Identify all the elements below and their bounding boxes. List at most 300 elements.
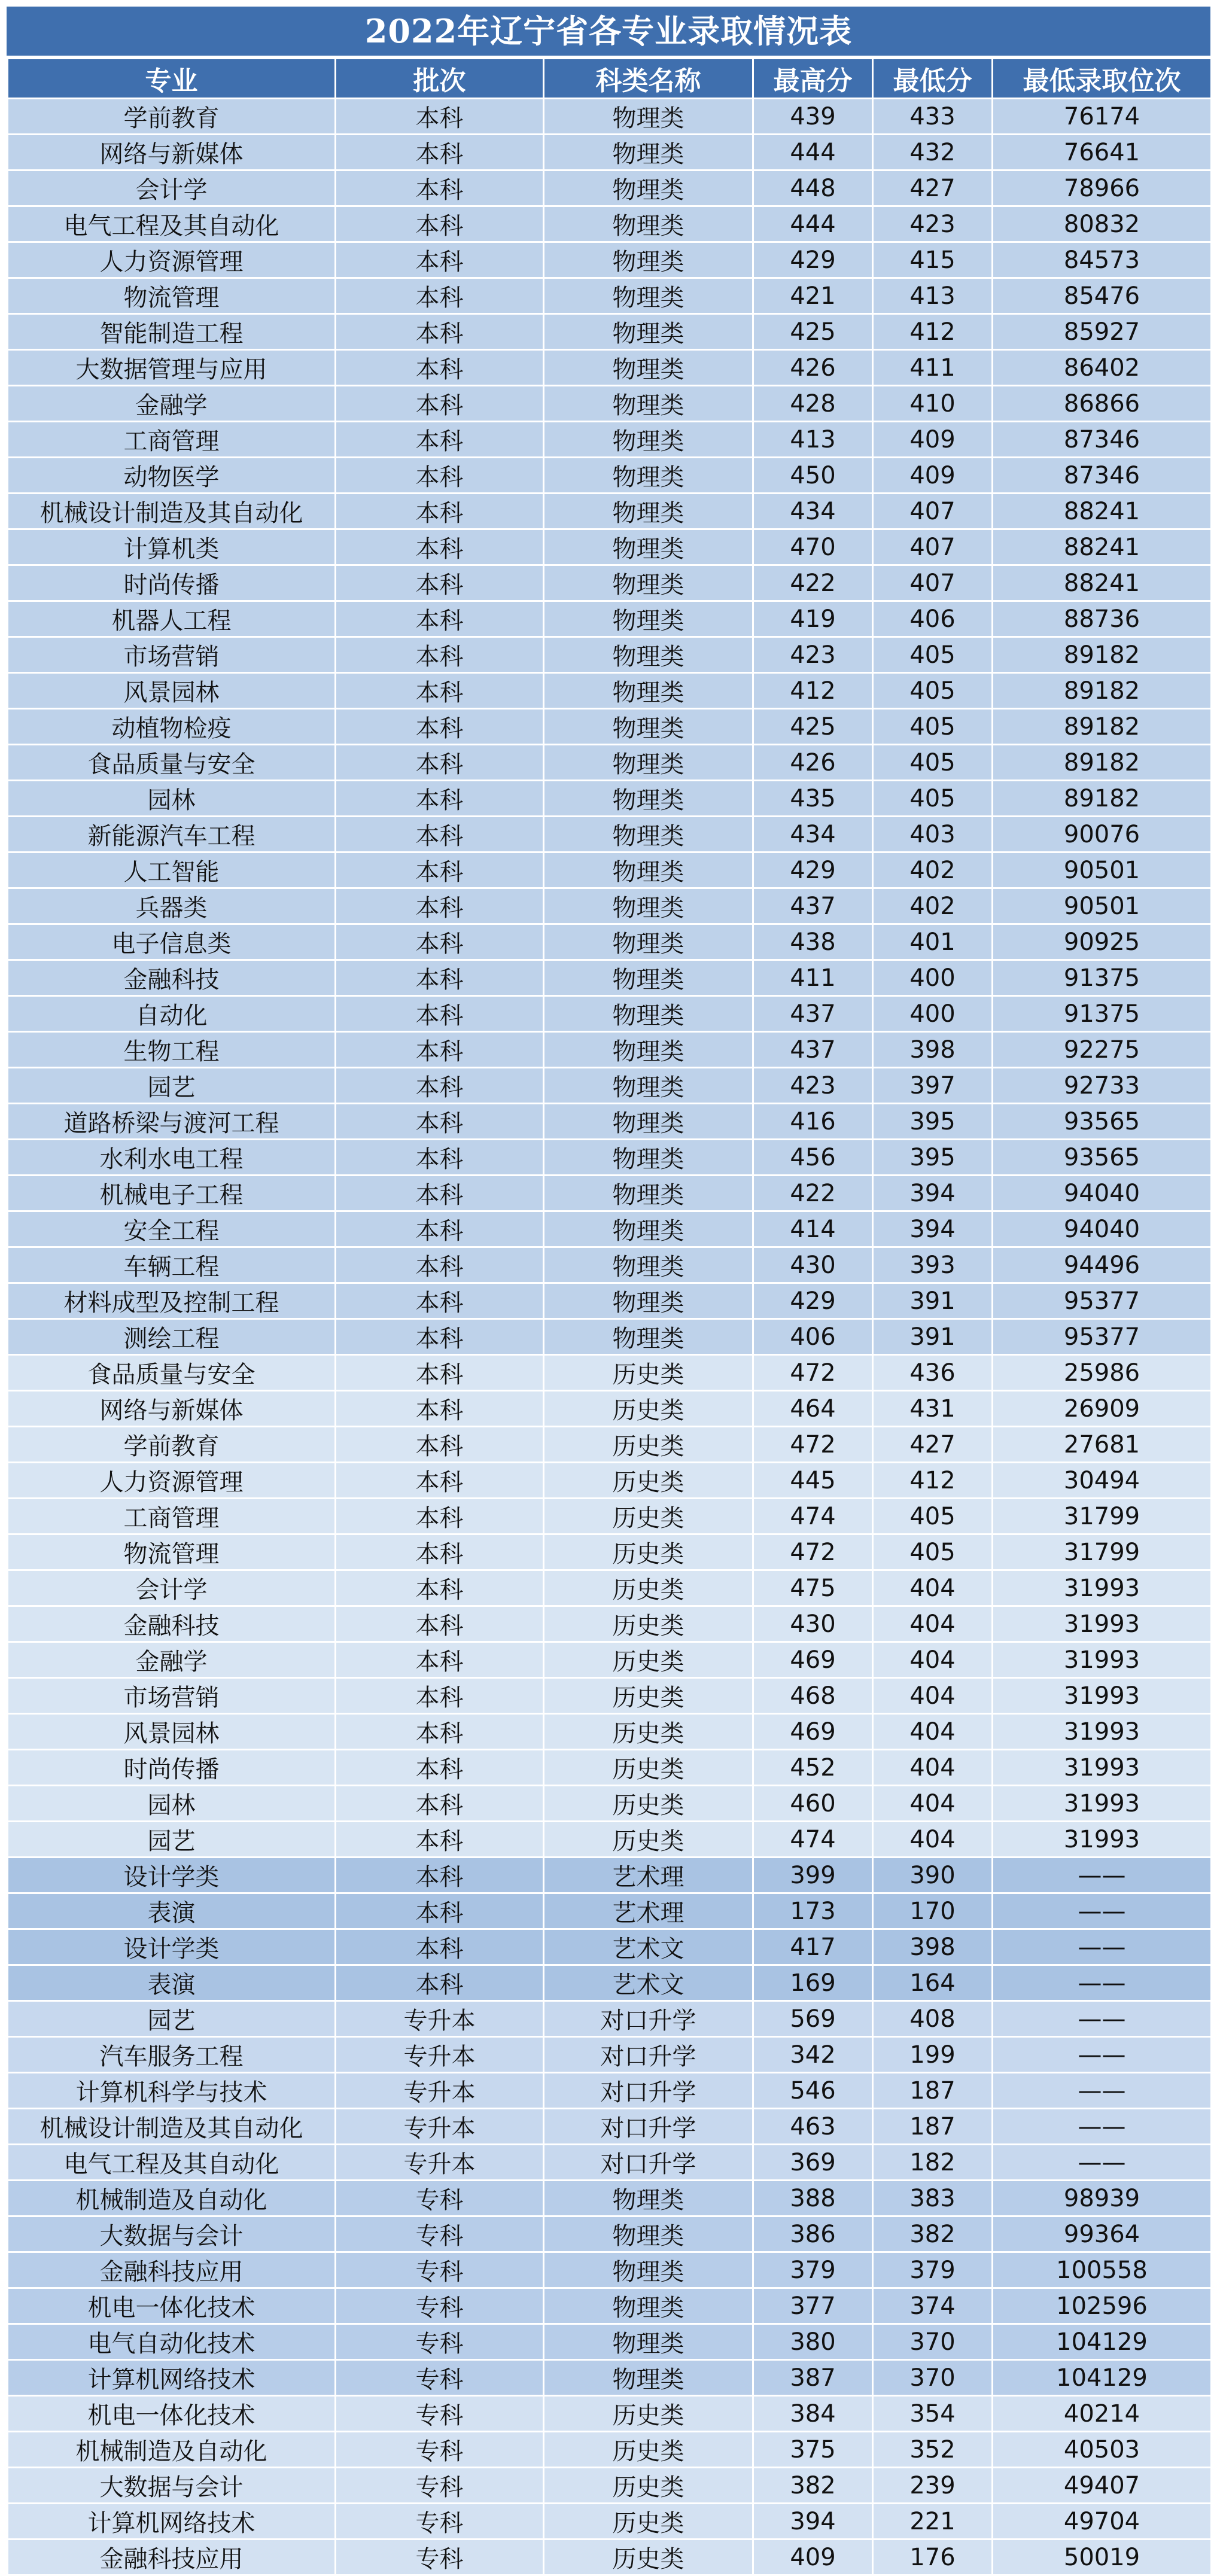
cell-batch: 本科 bbox=[336, 1714, 544, 1750]
table-row bbox=[8, 2252, 1212, 2288]
cell-batch: 本科 bbox=[336, 924, 544, 960]
cell-batch: 本科 bbox=[336, 206, 544, 242]
cell-major: 计算机科学与技术 bbox=[8, 2073, 336, 2109]
cell-max-score: 450 bbox=[753, 458, 873, 494]
cell-major: 机械制造及自动化 bbox=[8, 2432, 336, 2468]
cell-category: 物理类 bbox=[544, 170, 753, 206]
cell-min-rank: 26909 bbox=[993, 1391, 1212, 1427]
cell-category: 历史类 bbox=[544, 1355, 753, 1391]
cell-max-score: 569 bbox=[753, 2001, 873, 2037]
cell-major: 金融学 bbox=[8, 386, 336, 422]
cell-major: 工商管理 bbox=[8, 1499, 336, 1534]
cell-category: 物理类 bbox=[544, 2288, 753, 2324]
cell-min-score: 427 bbox=[873, 1427, 993, 1463]
cell-batch: 本科 bbox=[336, 601, 544, 637]
cell-max-score: 428 bbox=[753, 386, 873, 422]
table-row bbox=[8, 996, 1212, 1032]
cell-min-score: 432 bbox=[873, 135, 993, 170]
cell-batch: 本科 bbox=[336, 960, 544, 996]
cell-min-rank: 93565 bbox=[993, 1140, 1212, 1176]
cell-min-score: 374 bbox=[873, 2288, 993, 2324]
cell-major: 时尚传播 bbox=[8, 1750, 336, 1786]
cell-min-score: 398 bbox=[873, 1032, 993, 1068]
cell-major: 网络与新媒体 bbox=[8, 135, 336, 170]
header-row bbox=[8, 59, 1212, 99]
table-row bbox=[8, 2396, 1212, 2432]
cell-min-rank: 40214 bbox=[993, 2396, 1212, 2432]
cell-major: 人力资源管理 bbox=[8, 242, 336, 278]
cell-min-score: 407 bbox=[873, 529, 993, 565]
cell-batch: 本科 bbox=[336, 1606, 544, 1642]
table-row bbox=[8, 1463, 1212, 1499]
cell-min-rank: 92275 bbox=[993, 1032, 1212, 1068]
cell-max-score: 444 bbox=[753, 135, 873, 170]
cell-min-score: 400 bbox=[873, 996, 993, 1032]
cell-batch: 本科 bbox=[336, 170, 544, 206]
cell-major: 金融学 bbox=[8, 1642, 336, 1678]
cell-min-score: 404 bbox=[873, 1606, 993, 1642]
cell-max-score: 475 bbox=[753, 1570, 873, 1606]
cell-batch: 本科 bbox=[336, 637, 544, 673]
cell-min-rank: 30494 bbox=[993, 1463, 1212, 1499]
cell-max-score: 472 bbox=[753, 1534, 873, 1570]
cell-max-score: 412 bbox=[753, 673, 873, 709]
cell-max-score: 422 bbox=[753, 1176, 873, 1211]
cell-batch: 专升本 bbox=[336, 2109, 544, 2145]
cell-max-score: 463 bbox=[753, 2109, 873, 2145]
table-row bbox=[8, 781, 1212, 817]
header-major: 专业 bbox=[8, 59, 336, 99]
cell-batch: 专科 bbox=[336, 2504, 544, 2540]
cell-major: 电气自动化技术 bbox=[8, 2324, 336, 2360]
cell-min-rank: 40503 bbox=[993, 2432, 1212, 2468]
cell-batch: 本科 bbox=[336, 1140, 544, 1176]
cell-min-rank: 86866 bbox=[993, 386, 1212, 422]
cell-category: 物理类 bbox=[544, 350, 753, 386]
cell-min-rank: 31993 bbox=[993, 1786, 1212, 1822]
cell-major: 水利水电工程 bbox=[8, 1140, 336, 1176]
table-row bbox=[8, 458, 1212, 494]
cell-min-score: 199 bbox=[873, 2037, 993, 2073]
cell-max-score: 444 bbox=[753, 206, 873, 242]
table-row bbox=[8, 278, 1212, 314]
cell-min-rank: 88736 bbox=[993, 601, 1212, 637]
cell-batch: 本科 bbox=[336, 1355, 544, 1391]
cell-min-rank: 104129 bbox=[993, 2360, 1212, 2396]
cell-batch: 专科 bbox=[336, 2468, 544, 2504]
cell-max-score: 472 bbox=[753, 1427, 873, 1463]
cell-category: 物理类 bbox=[544, 781, 753, 817]
cell-min-score: 395 bbox=[873, 1140, 993, 1176]
cell-batch: 专科 bbox=[336, 2324, 544, 2360]
cell-min-rank: 31993 bbox=[993, 1606, 1212, 1642]
cell-batch: 本科 bbox=[336, 1211, 544, 1247]
cell-batch: 专升本 bbox=[336, 2145, 544, 2181]
cell-major: 车辆工程 bbox=[8, 1247, 336, 1283]
table-row bbox=[8, 314, 1212, 350]
table-row bbox=[8, 2181, 1212, 2216]
cell-major: 食品质量与安全 bbox=[8, 745, 336, 781]
cell-min-rank: 89182 bbox=[993, 745, 1212, 781]
cell-category: 物理类 bbox=[544, 1211, 753, 1247]
cell-min-score: 404 bbox=[873, 1786, 993, 1822]
cell-major: 学前教育 bbox=[8, 1427, 336, 1463]
cell-min-rank: 31993 bbox=[993, 1750, 1212, 1786]
cell-category: 对口升学 bbox=[544, 2037, 753, 2073]
cell-major: 学前教育 bbox=[8, 99, 336, 135]
cell-major: 市场营销 bbox=[8, 1678, 336, 1714]
cell-min-score: 415 bbox=[873, 242, 993, 278]
cell-category: 历史类 bbox=[544, 2432, 753, 2468]
cell-major: 道路桥梁与渡河工程 bbox=[8, 1104, 336, 1140]
cell-major: 材料成型及控制工程 bbox=[8, 1283, 336, 1319]
cell-major: 动物医学 bbox=[8, 458, 336, 494]
cell-batch: 本科 bbox=[336, 1463, 544, 1499]
cell-major: 园林 bbox=[8, 1786, 336, 1822]
cell-major: 机械设计制造及其自动化 bbox=[8, 2109, 336, 2145]
cell-max-score: 386 bbox=[753, 2216, 873, 2252]
cell-min-rank: 104129 bbox=[993, 2324, 1212, 2360]
cell-major: 风景园林 bbox=[8, 673, 336, 709]
cell-max-score: 429 bbox=[753, 852, 873, 888]
cell-category: 物理类 bbox=[544, 565, 753, 601]
cell-category: 历史类 bbox=[544, 1391, 753, 1427]
cell-batch: 本科 bbox=[336, 278, 544, 314]
cell-min-score: 405 bbox=[873, 1499, 993, 1534]
cell-batch: 专升本 bbox=[336, 2001, 544, 2037]
cell-batch: 本科 bbox=[336, 1391, 544, 1427]
cell-max-score: 430 bbox=[753, 1247, 873, 1283]
cell-min-score: 405 bbox=[873, 1534, 993, 1570]
cell-category: 艺术文 bbox=[544, 1965, 753, 2001]
cell-min-score: 433 bbox=[873, 99, 993, 135]
table-row bbox=[8, 960, 1212, 996]
table-row bbox=[8, 2073, 1212, 2109]
cell-major: 设计学类 bbox=[8, 1929, 336, 1965]
cell-batch: 本科 bbox=[336, 350, 544, 386]
table-row bbox=[8, 2216, 1212, 2252]
cell-min-rank: —— bbox=[993, 2037, 1212, 2073]
cell-min-score: 404 bbox=[873, 1750, 993, 1786]
table-row bbox=[8, 1929, 1212, 1965]
cell-batch: 本科 bbox=[336, 1678, 544, 1714]
cell-min-rank: 84573 bbox=[993, 242, 1212, 278]
cell-min-rank: —— bbox=[993, 2001, 1212, 2037]
cell-min-rank: 90501 bbox=[993, 888, 1212, 924]
cell-max-score: 429 bbox=[753, 1283, 873, 1319]
cell-min-score: 397 bbox=[873, 1068, 993, 1104]
cell-min-rank: 50019 bbox=[993, 2540, 1212, 2575]
cell-category: 物理类 bbox=[544, 709, 753, 745]
cell-min-rank: —— bbox=[993, 1929, 1212, 1965]
cell-min-rank: 90925 bbox=[993, 924, 1212, 960]
table-row bbox=[8, 1534, 1212, 1570]
table-row bbox=[8, 1104, 1212, 1140]
cell-batch: 本科 bbox=[336, 781, 544, 817]
cell-min-score: 394 bbox=[873, 1176, 993, 1211]
table-row bbox=[8, 2504, 1212, 2540]
cell-category: 历史类 bbox=[544, 2540, 753, 2575]
cell-min-score: 382 bbox=[873, 2216, 993, 2252]
table-row bbox=[8, 1283, 1212, 1319]
cell-min-score: 409 bbox=[873, 422, 993, 458]
cell-max-score: 409 bbox=[753, 2540, 873, 2575]
cell-category: 物理类 bbox=[544, 1140, 753, 1176]
table-row bbox=[8, 1606, 1212, 1642]
cell-category: 物理类 bbox=[544, 99, 753, 135]
cell-min-score: 436 bbox=[873, 1355, 993, 1391]
cell-batch: 本科 bbox=[336, 1570, 544, 1606]
cell-min-score: 239 bbox=[873, 2468, 993, 2504]
table-row bbox=[8, 924, 1212, 960]
cell-max-score: 434 bbox=[753, 817, 873, 852]
cell-major: 人力资源管理 bbox=[8, 1463, 336, 1499]
cell-category: 历史类 bbox=[544, 1534, 753, 1570]
cell-max-score: 399 bbox=[753, 1858, 873, 1893]
cell-category: 历史类 bbox=[544, 2504, 753, 2540]
cell-min-rank: —— bbox=[993, 2073, 1212, 2109]
cell-max-score: 470 bbox=[753, 529, 873, 565]
cell-min-rank: 99364 bbox=[993, 2216, 1212, 2252]
cell-category: 物理类 bbox=[544, 386, 753, 422]
cell-batch: 本科 bbox=[336, 529, 544, 565]
cell-min-score: 405 bbox=[873, 637, 993, 673]
cell-min-score: 352 bbox=[873, 2432, 993, 2468]
cell-min-score: 170 bbox=[873, 1893, 993, 1929]
table-body bbox=[8, 99, 1212, 2575]
cell-min-score: 383 bbox=[873, 2181, 993, 2216]
cell-category: 物理类 bbox=[544, 2252, 753, 2288]
cell-category: 物理类 bbox=[544, 2181, 753, 2216]
table-row bbox=[8, 2001, 1212, 2037]
cell-min-rank: 102596 bbox=[993, 2288, 1212, 2324]
cell-min-rank: 90501 bbox=[993, 852, 1212, 888]
cell-batch: 本科 bbox=[336, 1283, 544, 1319]
cell-batch: 本科 bbox=[336, 314, 544, 350]
cell-max-score: 437 bbox=[753, 888, 873, 924]
cell-major: 机电一体化技术 bbox=[8, 2396, 336, 2432]
cell-category: 历史类 bbox=[544, 1678, 753, 1714]
cell-min-score: 391 bbox=[873, 1283, 993, 1319]
cell-min-score: 412 bbox=[873, 1463, 993, 1499]
cell-min-score: 412 bbox=[873, 314, 993, 350]
cell-category: 对口升学 bbox=[544, 2001, 753, 2037]
header-category: 科类名称 bbox=[544, 59, 753, 99]
cell-min-score: 176 bbox=[873, 2540, 993, 2575]
cell-batch: 本科 bbox=[336, 1750, 544, 1786]
cell-min-rank: 86402 bbox=[993, 350, 1212, 386]
cell-max-score: 379 bbox=[753, 2252, 873, 2288]
cell-min-rank: —— bbox=[993, 2145, 1212, 2181]
cell-min-rank: 93565 bbox=[993, 1104, 1212, 1140]
cell-major: 时尚传播 bbox=[8, 565, 336, 601]
table-row bbox=[8, 2109, 1212, 2145]
cell-min-rank: 76174 bbox=[993, 99, 1212, 135]
table-row bbox=[8, 1858, 1212, 1893]
cell-category: 物理类 bbox=[544, 206, 753, 242]
cell-batch: 本科 bbox=[336, 1176, 544, 1211]
cell-min-rank: 31993 bbox=[993, 1678, 1212, 1714]
cell-major: 新能源汽车工程 bbox=[8, 817, 336, 852]
header-min-score: 最低分 bbox=[873, 59, 993, 99]
admission-table-document bbox=[7, 7, 1210, 2576]
cell-min-rank: 88241 bbox=[993, 565, 1212, 601]
cell-major: 表演 bbox=[8, 1893, 336, 1929]
cell-max-score: 416 bbox=[753, 1104, 873, 1140]
cell-max-score: 435 bbox=[753, 781, 873, 817]
cell-major: 金融科技 bbox=[8, 1606, 336, 1642]
cell-major: 会计学 bbox=[8, 1570, 336, 1606]
cell-category: 物理类 bbox=[544, 924, 753, 960]
cell-category: 物理类 bbox=[544, 242, 753, 278]
cell-max-score: 423 bbox=[753, 1068, 873, 1104]
cell-min-rank: 49407 bbox=[993, 2468, 1212, 2504]
cell-batch: 专科 bbox=[336, 2432, 544, 2468]
cell-min-rank: 89182 bbox=[993, 709, 1212, 745]
cell-min-score: 405 bbox=[873, 745, 993, 781]
cell-max-score: 417 bbox=[753, 1929, 873, 1965]
cell-major: 计算机网络技术 bbox=[8, 2360, 336, 2396]
table-row bbox=[8, 1570, 1212, 1606]
cell-category: 物理类 bbox=[544, 1247, 753, 1283]
cell-max-score: 377 bbox=[753, 2288, 873, 2324]
table-row bbox=[8, 1786, 1212, 1822]
cell-major: 计算机类 bbox=[8, 529, 336, 565]
cell-major: 大数据与会计 bbox=[8, 2468, 336, 2504]
table-row bbox=[8, 1247, 1212, 1283]
cell-min-score: 409 bbox=[873, 458, 993, 494]
cell-min-score: 182 bbox=[873, 2145, 993, 2181]
table-row bbox=[8, 1714, 1212, 1750]
cell-min-score: 221 bbox=[873, 2504, 993, 2540]
cell-category: 物理类 bbox=[544, 2360, 753, 2396]
cell-max-score: 375 bbox=[753, 2432, 873, 2468]
cell-major: 金融科技应用 bbox=[8, 2540, 336, 2575]
cell-max-score: 464 bbox=[753, 1391, 873, 1427]
cell-category: 对口升学 bbox=[544, 2145, 753, 2181]
cell-min-rank: 89182 bbox=[993, 781, 1212, 817]
cell-batch: 本科 bbox=[336, 1822, 544, 1858]
table-row bbox=[8, 206, 1212, 242]
header-max-score: 最高分 bbox=[753, 59, 873, 99]
cell-min-rank: 85476 bbox=[993, 278, 1212, 314]
cell-batch: 本科 bbox=[336, 1893, 544, 1929]
cell-max-score: 419 bbox=[753, 601, 873, 637]
cell-max-score: 474 bbox=[753, 1822, 873, 1858]
cell-min-score: 187 bbox=[873, 2109, 993, 2145]
table-row bbox=[8, 2288, 1212, 2324]
cell-category: 历史类 bbox=[544, 1427, 753, 1463]
cell-major: 机器人工程 bbox=[8, 601, 336, 637]
cell-batch: 本科 bbox=[336, 1068, 544, 1104]
table-row bbox=[8, 852, 1212, 888]
cell-max-score: 469 bbox=[753, 1714, 873, 1750]
cell-category: 物理类 bbox=[544, 314, 753, 350]
cell-category: 物理类 bbox=[544, 888, 753, 924]
cell-batch: 本科 bbox=[336, 422, 544, 458]
cell-min-rank: 85927 bbox=[993, 314, 1212, 350]
cell-category: 历史类 bbox=[544, 1570, 753, 1606]
cell-min-score: 407 bbox=[873, 494, 993, 529]
cell-max-score: 426 bbox=[753, 745, 873, 781]
cell-major: 金融科技应用 bbox=[8, 2252, 336, 2288]
cell-min-rank: 91375 bbox=[993, 996, 1212, 1032]
cell-batch: 专科 bbox=[336, 2360, 544, 2396]
cell-batch: 本科 bbox=[336, 135, 544, 170]
cell-max-score: 384 bbox=[753, 2396, 873, 2432]
cell-min-rank: 31799 bbox=[993, 1534, 1212, 1570]
cell-min-score: 164 bbox=[873, 1965, 993, 2001]
cell-min-score: 410 bbox=[873, 386, 993, 422]
cell-category: 历史类 bbox=[544, 1463, 753, 1499]
cell-major: 表演 bbox=[8, 1965, 336, 2001]
cell-batch: 本科 bbox=[336, 996, 544, 1032]
cell-batch: 本科 bbox=[336, 1534, 544, 1570]
cell-major: 生物工程 bbox=[8, 1032, 336, 1068]
table-row bbox=[8, 745, 1212, 781]
cell-major: 机械设计制造及其自动化 bbox=[8, 494, 336, 529]
table-row bbox=[8, 1750, 1212, 1786]
cell-major: 市场营销 bbox=[8, 637, 336, 673]
cell-max-score: 437 bbox=[753, 996, 873, 1032]
cell-batch: 专科 bbox=[336, 2252, 544, 2288]
table-row bbox=[8, 1211, 1212, 1247]
table-row bbox=[8, 1032, 1212, 1068]
cell-max-score: 369 bbox=[753, 2145, 873, 2181]
cell-batch: 专科 bbox=[336, 2216, 544, 2252]
cell-max-score: 460 bbox=[753, 1786, 873, 1822]
cell-batch: 本科 bbox=[336, 99, 544, 135]
cell-min-score: 408 bbox=[873, 2001, 993, 2037]
table-row bbox=[8, 1678, 1212, 1714]
cell-min-rank: 31799 bbox=[993, 1499, 1212, 1534]
cell-min-rank: 91375 bbox=[993, 960, 1212, 996]
cell-min-rank: 31993 bbox=[993, 1642, 1212, 1678]
cell-max-score: 448 bbox=[753, 170, 873, 206]
cell-batch: 本科 bbox=[336, 1427, 544, 1463]
cell-category: 历史类 bbox=[544, 1642, 753, 1678]
cell-batch: 专升本 bbox=[336, 2073, 544, 2109]
cell-min-score: 423 bbox=[873, 206, 993, 242]
cell-category: 物理类 bbox=[544, 494, 753, 529]
cell-min-rank: 95377 bbox=[993, 1283, 1212, 1319]
cell-category: 物理类 bbox=[544, 1104, 753, 1140]
table-row bbox=[8, 2540, 1212, 2575]
cell-max-score: 445 bbox=[753, 1463, 873, 1499]
cell-max-score: 387 bbox=[753, 2360, 873, 2396]
cell-min-score: 391 bbox=[873, 1319, 993, 1355]
table-row bbox=[8, 2432, 1212, 2468]
header-batch: 批次 bbox=[336, 59, 544, 99]
cell-batch: 本科 bbox=[336, 242, 544, 278]
table-row bbox=[8, 529, 1212, 565]
cell-major: 大数据管理与应用 bbox=[8, 350, 336, 386]
cell-min-rank: 88241 bbox=[993, 529, 1212, 565]
cell-category: 物理类 bbox=[544, 601, 753, 637]
cell-batch: 专升本 bbox=[336, 2037, 544, 2073]
table-row bbox=[8, 1391, 1212, 1427]
table-row bbox=[8, 1068, 1212, 1104]
cell-major: 电子信息类 bbox=[8, 924, 336, 960]
cell-category: 物理类 bbox=[544, 745, 753, 781]
cell-min-score: 370 bbox=[873, 2360, 993, 2396]
cell-batch: 本科 bbox=[336, 1032, 544, 1068]
cell-major: 设计学类 bbox=[8, 1858, 336, 1893]
table-row bbox=[8, 1140, 1212, 1176]
table-row bbox=[8, 1319, 1212, 1355]
cell-major: 园艺 bbox=[8, 2001, 336, 2037]
cell-category: 物理类 bbox=[544, 817, 753, 852]
